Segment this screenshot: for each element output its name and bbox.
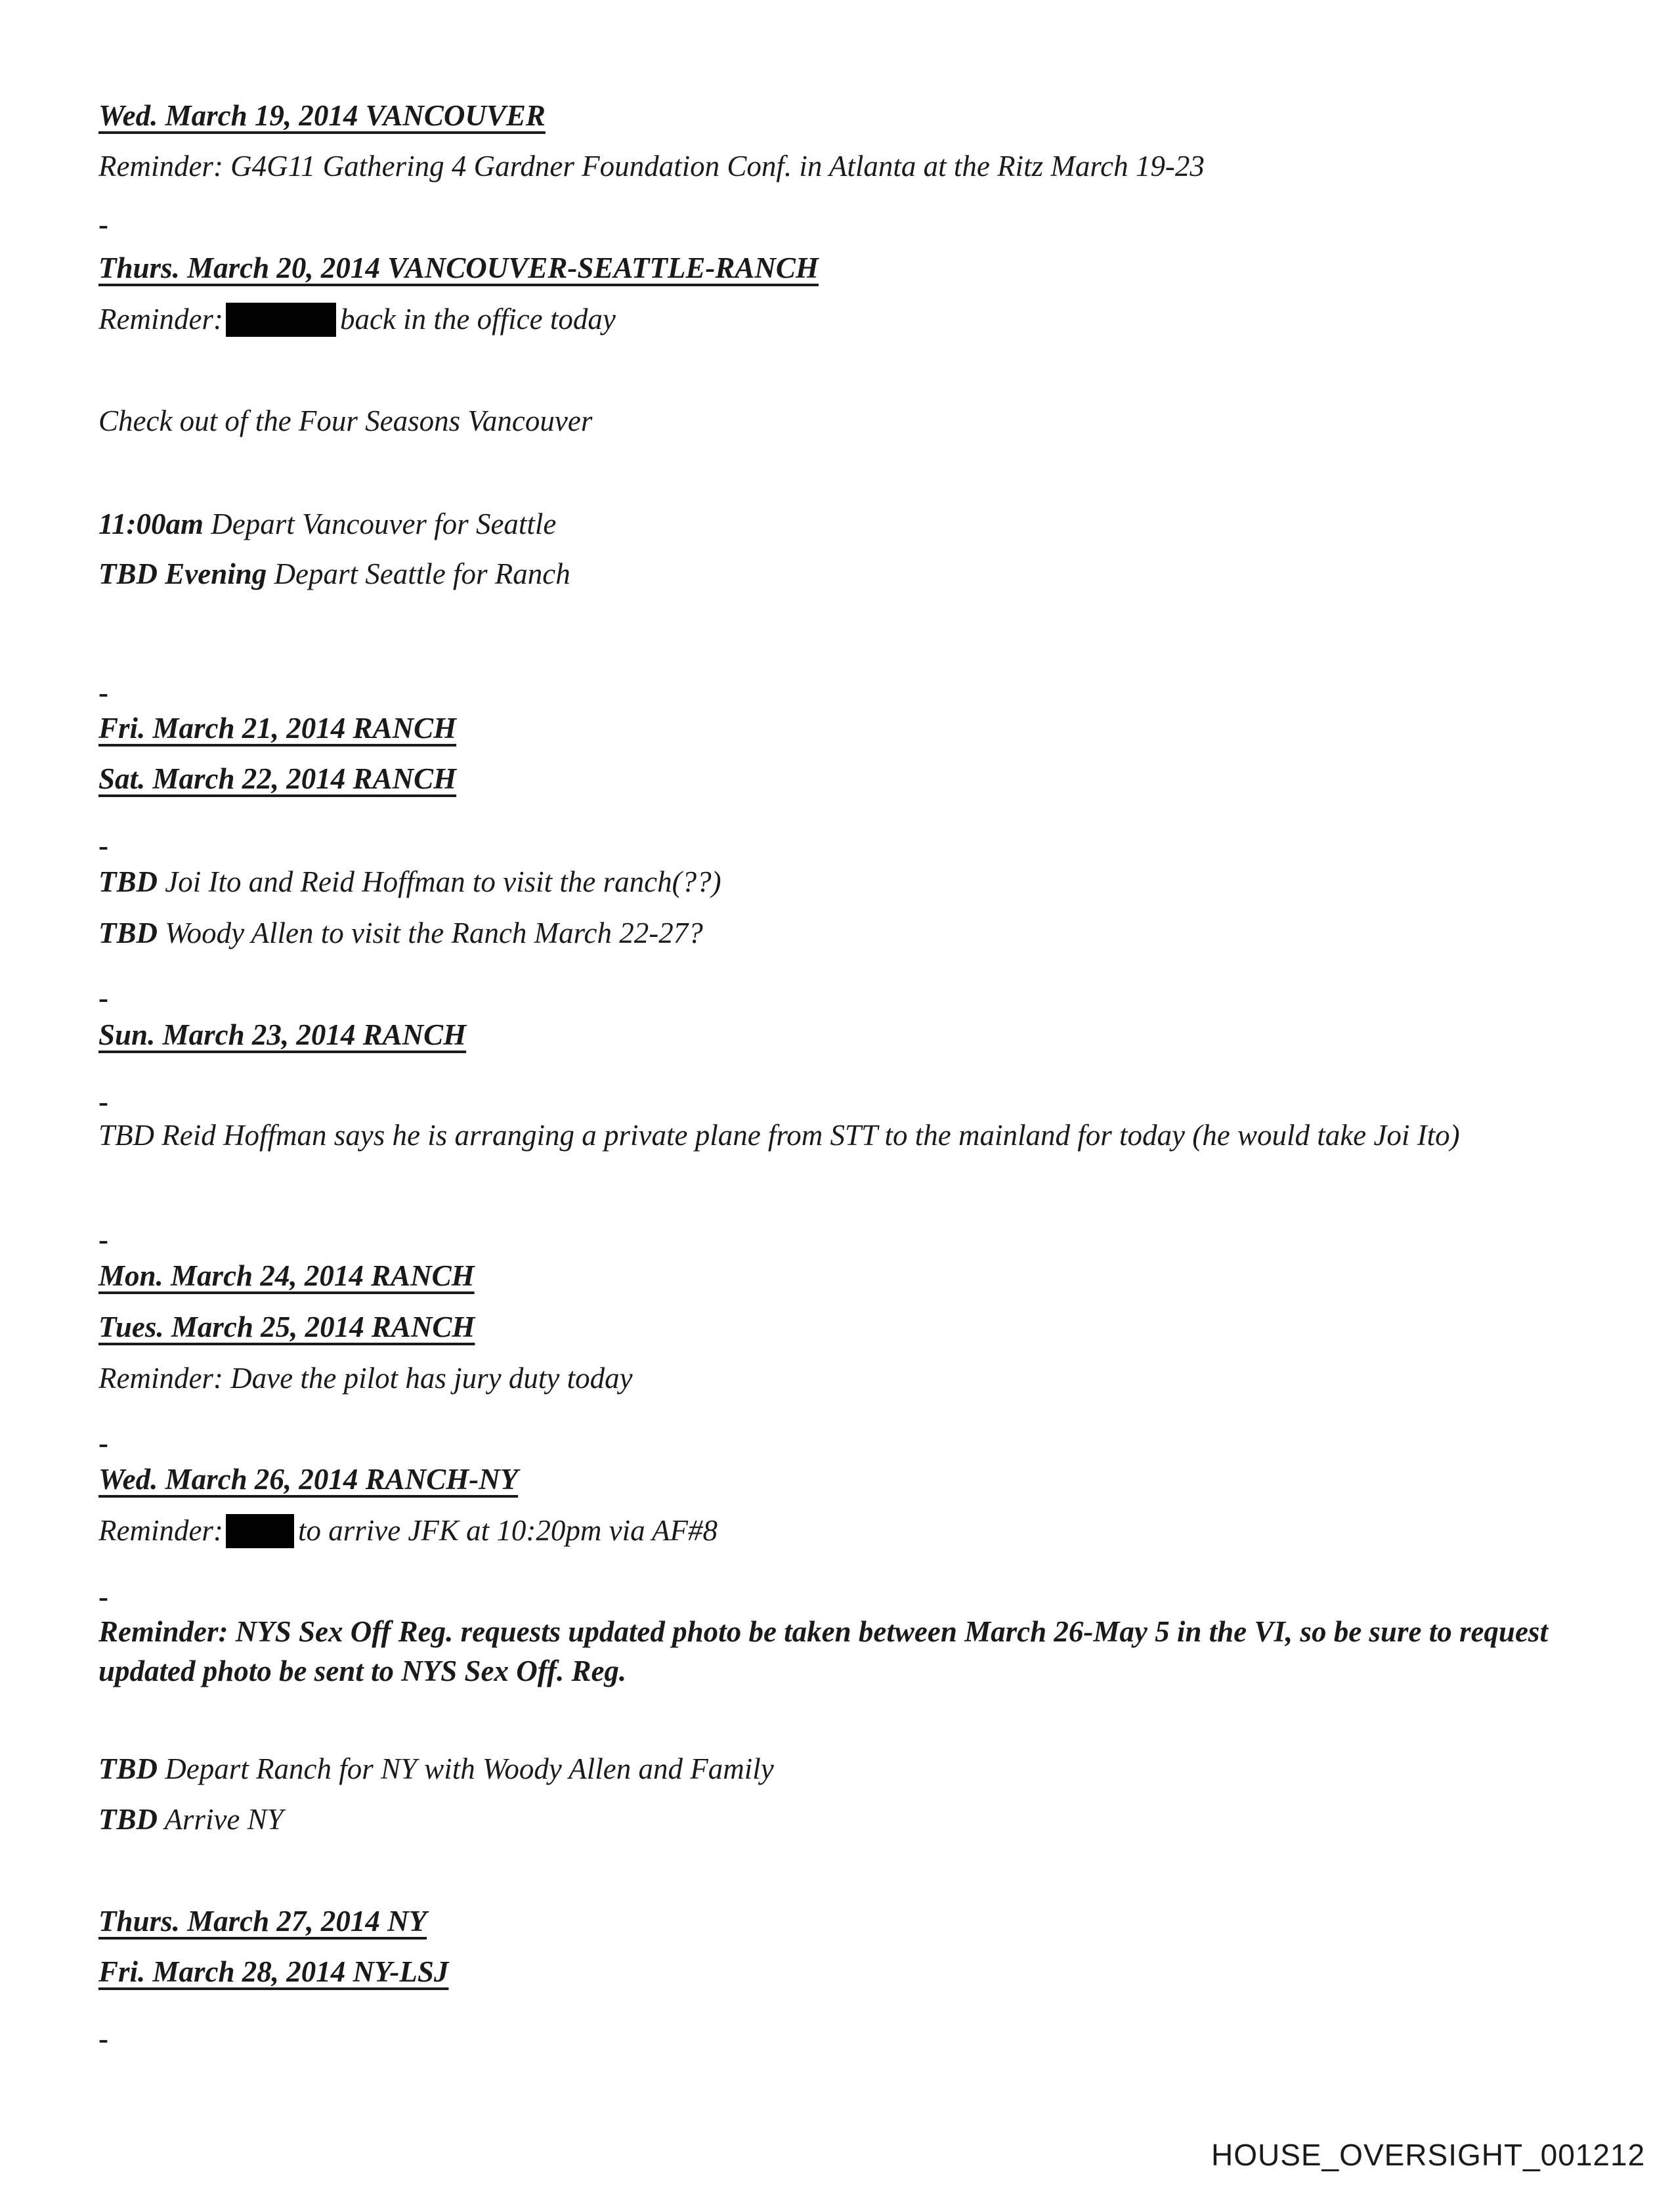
- schedule-item: [98, 553, 1576, 594]
- schedule-time: 11:00am: [98, 508, 204, 540]
- schedule-item: [98, 504, 1576, 544]
- date-heading-mar25: Tues. March 25, 2014 RANCH: [98, 1311, 475, 1343]
- schedule-event: Depart Vancouver for Seattle: [211, 508, 557, 540]
- reminder-back-in-office: [98, 299, 1576, 339]
- dash-separator: -: [98, 1580, 108, 1613]
- date-heading-mar22: Sat. March 22, 2014 RANCH: [98, 762, 457, 795]
- schedule-event: Joi Ito and Reid Hoffman to visit the ranch(??): [165, 865, 721, 898]
- dash-separator: -: [98, 2022, 108, 2055]
- date-heading-mar19: Wed. March 19, 2014 VANCOUVER: [98, 99, 546, 132]
- schedule-event: Depart Ranch for NY with Woody Allen and Family: [165, 1752, 774, 1785]
- date-heading-mar28: Fri. March 28, 2014 NY-LSJ: [98, 1955, 449, 1988]
- reminder-text: back in the office today: [339, 303, 616, 336]
- dash-separator: -: [98, 1085, 108, 1118]
- dash-separator: -: [98, 829, 108, 862]
- dash-separator: -: [98, 982, 108, 1014]
- schedule-time: TBD: [98, 917, 158, 949]
- bold-reminder-registry: Reminder: NYS Sex Off Reg. requests updated photo be taken between March 26-May 5 in the VI, so be sure to request updated photo be sent to NYS Sex Off. Reg.: [98, 1615, 1548, 1687]
- date-heading-mar27: Thurs. March 27, 2014 NY: [98, 1905, 427, 1938]
- schedule-item: [98, 1799, 1576, 1840]
- schedule-time: TBD: [98, 865, 158, 898]
- redaction-block: [226, 303, 336, 337]
- schedule-time: TBD: [98, 1803, 158, 1836]
- date-heading-mar24: Mon. March 24, 2014 RANCH: [98, 1259, 475, 1292]
- dash-separator: -: [98, 676, 108, 709]
- dash-separator: -: [98, 208, 108, 241]
- reminder-text: to arrive JFK at 10:20pm via AF#8: [297, 1514, 718, 1547]
- schedule-item: [98, 1748, 1576, 1789]
- schedule-time: TBD: [98, 1752, 158, 1785]
- schedule-item: [98, 913, 1576, 953]
- date-heading-mar26: Wed. March 26, 2014 RANCH-NY: [98, 1463, 519, 1496]
- dash-separator: -: [98, 1427, 108, 1460]
- private-plane-note: TBD Reid Hoffman says he is arranging a private plane from STT to the mainland for today (he would take Joi Ito): [98, 1119, 1460, 1152]
- dash-separator: -: [98, 1223, 108, 1256]
- date-heading-mar20: Thurs. March 20, 2014 VANCOUVER-SEATTLE-RANCH: [98, 251, 819, 284]
- reminder-label: Reminder:: [98, 303, 223, 336]
- schedule-time: TBD Evening: [98, 557, 267, 590]
- checkout-note: Check out of the Four Seasons Vancouver: [98, 404, 593, 437]
- reminder-label: Reminder:: [98, 1514, 223, 1547]
- reminder-jury-duty: Reminder: Dave the pilot has jury duty today: [98, 1362, 633, 1395]
- redaction-block: [226, 1514, 294, 1548]
- schedule-event: Arrive NY: [164, 1803, 284, 1836]
- reminder-arrival: [98, 1510, 1576, 1551]
- schedule-event: Woody Allen to visit the Ranch March 22-27?: [165, 917, 703, 949]
- schedule-event: Depart Seattle for Ranch: [274, 557, 570, 590]
- bates-number: HOUSE_OVERSIGHT_001212: [1211, 2138, 1646, 2172]
- reminder-g4g11: Reminder: G4G11 Gathering 4 Gardner Foundation Conf. in Atlanta at the Ritz March 19-23: [98, 150, 1205, 183]
- schedule-item: [98, 861, 1576, 902]
- date-heading-mar21: Fri. March 21, 2014 RANCH: [98, 712, 457, 745]
- date-heading-mar23: Sun. March 23, 2014 RANCH: [98, 1018, 467, 1051]
